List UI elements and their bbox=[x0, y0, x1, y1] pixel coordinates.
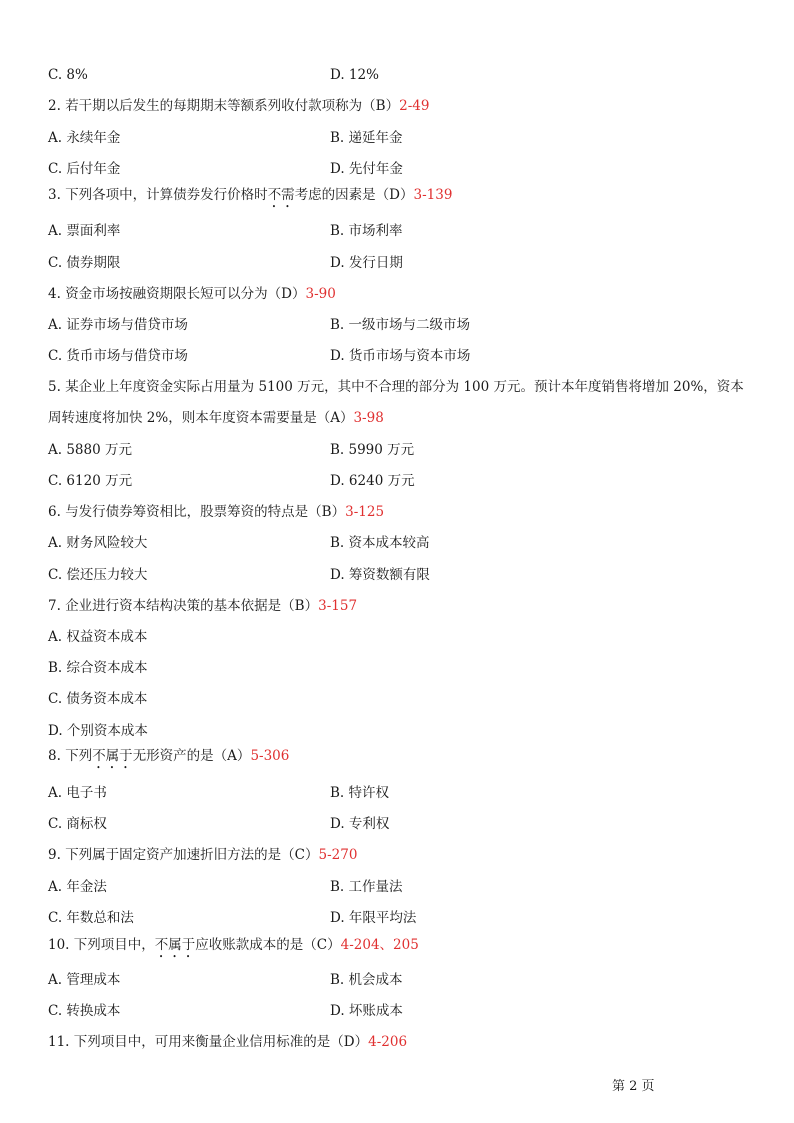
q8-ref: 5-306 bbox=[250, 748, 290, 764]
q10-option-b: B. 机会成本 bbox=[330, 972, 403, 988]
q10-ref: 4-204、205 bbox=[340, 937, 419, 953]
q5-ref: 3-98 bbox=[353, 410, 384, 426]
q9-option-d: D. 年限平均法 bbox=[330, 910, 417, 926]
q2-option-a: A. 永续年金 bbox=[48, 130, 121, 146]
q1-option-c: C. 8% bbox=[48, 67, 88, 83]
q5-option-b: B. 5990 万元 bbox=[330, 442, 415, 458]
page-number: 第 2 页 bbox=[612, 1079, 655, 1094]
q2-stem: 2. 若干期以后发生的每期期末等额系列收付款项称为（B）2-49 bbox=[48, 98, 430, 114]
q6-option-c: C. 偿还压力较大 bbox=[48, 567, 148, 583]
q10-stem: 10. 下列项目中，不属于应收账款成本的是（C）4-204、205 bbox=[48, 937, 419, 953]
q9-option-b: B. 工作量法 bbox=[330, 879, 403, 895]
q5-option-c: C. 6120 万元 bbox=[48, 473, 133, 489]
q7-option-c: C. 债务资本成本 bbox=[48, 691, 148, 707]
q10-option-d: D. 坏账成本 bbox=[330, 1003, 403, 1019]
q9-stem: 9. 下列属于固定资产加速折旧方法的是（C）5-270 bbox=[48, 847, 358, 863]
q3-option-d: D. 发行日期 bbox=[330, 255, 403, 271]
q3-option-c: C. 债券期限 bbox=[48, 255, 121, 271]
q11-stem: 11. 下列项目中，可用来衡量企业信用标准的是（D）4-206 bbox=[48, 1034, 408, 1050]
q8-option-c: C. 商标权 bbox=[48, 816, 107, 832]
q8-option-a: A. 电子书 bbox=[48, 785, 107, 801]
q6-ref: 3-125 bbox=[345, 504, 385, 520]
q5-option-a: A. 5880 万元 bbox=[48, 442, 132, 458]
q3-option-a: A. 票面利率 bbox=[48, 223, 121, 239]
q9-ref: 5-270 bbox=[318, 847, 358, 863]
q5-option-d: D. 6240 万元 bbox=[330, 473, 415, 489]
q6-stem: 6. 与发行债券筹资相比，股票筹资的特点是（B）3-125 bbox=[48, 504, 385, 520]
q4-option-b: B. 一级市场与二级市场 bbox=[330, 317, 471, 333]
q3-option-b: B. 市场利率 bbox=[330, 223, 403, 239]
q7-option-d: D. 个别资本成本 bbox=[48, 723, 148, 739]
q8-stem: 8. 下列不属于无形资产的是（A）5-306 bbox=[48, 748, 290, 764]
q8-option-b: B. 特许权 bbox=[330, 785, 390, 801]
q2-option-d: D. 先付年金 bbox=[330, 161, 403, 177]
q9-option-c: C. 年数总和法 bbox=[48, 910, 134, 926]
q10-option-a: A. 管理成本 bbox=[48, 972, 121, 988]
q7-stem: 7. 企业进行资本结构决策的基本依据是（B）3-157 bbox=[48, 598, 358, 614]
q7-ref: 3-157 bbox=[318, 598, 358, 614]
q4-option-c: C. 货币市场与借贷市场 bbox=[48, 348, 188, 364]
q2-option-c: C. 后付年金 bbox=[48, 161, 121, 177]
q4-option-d: D. 货币市场与资本市场 bbox=[330, 348, 471, 364]
q3-stem: 3. 下列各项中，计算债券发行价格时不需考虑的因素是（D）3-139 bbox=[48, 187, 453, 203]
q7-option-b: B. 综合资本成本 bbox=[48, 660, 148, 676]
q2-option-b: B. 递延年金 bbox=[330, 130, 403, 146]
q9-option-a: A. 年金法 bbox=[48, 879, 107, 895]
q8-option-d: D. 专利权 bbox=[330, 816, 390, 832]
q10-option-c: C. 转换成本 bbox=[48, 1003, 121, 1019]
q2-ref: 2-49 bbox=[399, 98, 430, 114]
q1-option-d: D. 12% bbox=[330, 67, 379, 83]
q6-option-a: A. 财务风险较大 bbox=[48, 535, 148, 551]
q7-option-a: A. 权益资本成本 bbox=[48, 629, 148, 645]
q5-stem-line1: 5. 某企业上年度资金实际占用量为 5100 万元，其中不合理的部分为 100 万元。预计本年度销售将增加 20%，资本 bbox=[48, 379, 744, 395]
q4-stem: 4. 资金市场按融资期限长短可以分为（D）3-90 bbox=[48, 286, 336, 302]
q11-ref: 4-206 bbox=[368, 1034, 408, 1050]
q6-option-b: B. 资本成本较高 bbox=[330, 535, 430, 551]
q3-ref: 3-139 bbox=[413, 187, 453, 203]
q6-option-d: D. 筹资数额有限 bbox=[330, 567, 430, 583]
q4-ref: 3-90 bbox=[305, 286, 336, 302]
q4-option-a: A. 证券市场与借贷市场 bbox=[48, 317, 188, 333]
q5-stem-line2: 周转速度将加快 2%，则本年度资本需要量是（A）3-98 bbox=[48, 410, 384, 426]
